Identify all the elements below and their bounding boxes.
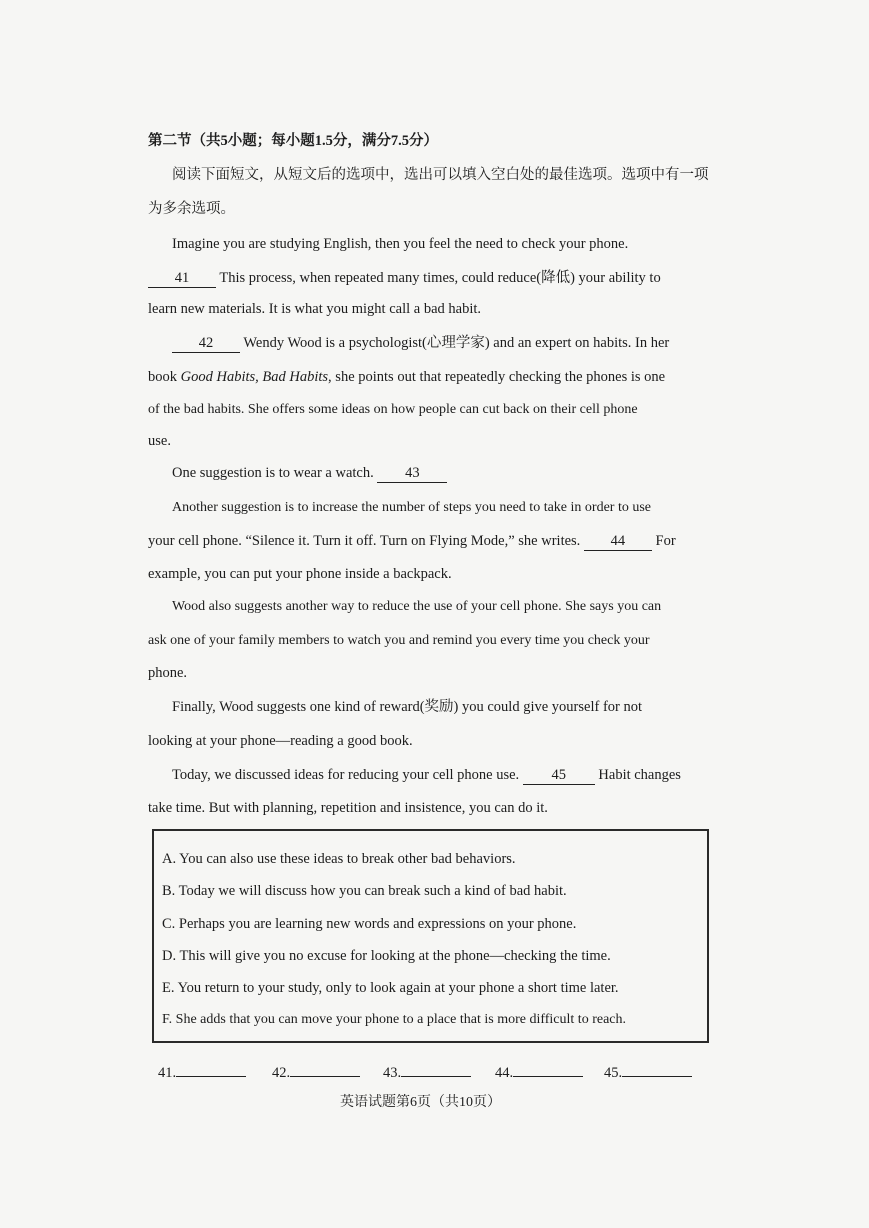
- option-f: F. She adds that you can move your phone to a place that is more difficult to reach.: [162, 1012, 626, 1027]
- passage-line: learn new materials. It is what you might call a bad habit.: [148, 301, 481, 317]
- blank-43: 43: [377, 464, 447, 483]
- answer-label: 41.: [158, 1065, 177, 1081]
- passage-line: [172, 463, 447, 483]
- passage-text: book: [148, 369, 177, 385]
- answer-42[interactable]: [272, 1062, 360, 1082]
- blank-44: 44: [584, 532, 652, 551]
- passage-line: Wood also suggests another way to reduce the use of your cell phone. She says you can: [172, 599, 662, 614]
- answer-45[interactable]: [604, 1062, 692, 1082]
- instructions-line-1: 阅读下面短文，从短文后的选项中，选出可以填入空白处的最佳选项。选项中有一项: [172, 167, 709, 183]
- passage-line: Finally, Wood suggests one kind of reward(奖励) you could give yourself for not: [172, 699, 643, 715]
- answer-blank[interactable]: [401, 1062, 471, 1077]
- passage-line: of the bad habits. She offers some ideas on how people can cut back on their cell phone: [148, 402, 638, 417]
- passage-line: take time. But with planning, repetition and insistence, you can do it.: [148, 800, 548, 816]
- answer-blank[interactable]: [622, 1062, 692, 1077]
- passage-text: , she points out that repeatedly checking the phones is one: [328, 369, 666, 385]
- option-b: B. Today we will discuss how you can break such a kind of bad habit.: [162, 883, 567, 899]
- answer-41[interactable]: [158, 1062, 246, 1082]
- passage-line: [148, 531, 676, 551]
- passage-line: use.: [148, 433, 171, 449]
- blank-42: 42: [172, 334, 240, 353]
- answer-44[interactable]: [495, 1062, 583, 1082]
- passage-line: [172, 333, 669, 353]
- book-title: Good Habits, Bad Habits: [180, 369, 329, 385]
- passage-line: phone.: [148, 665, 188, 681]
- passage-text: Today, we discussed ideas for reducing your cell phone use.: [172, 767, 520, 783]
- answer-label: 44.: [495, 1065, 514, 1081]
- passage-text: Wendy Wood is a psychologist(心理学家) and an expert on habits. In her: [243, 335, 670, 351]
- passage-text: your cell phone. “Silence it. Turn it off. Turn on Flying Mode,” she writes.: [148, 533, 581, 549]
- passage-line: [148, 268, 661, 288]
- passage-line: Imagine you are studying English, then you feel the need to check your phone.: [172, 236, 629, 252]
- passage-text: Habit changes: [598, 767, 681, 783]
- answer-label: 43.: [383, 1065, 402, 1081]
- option-d: D. This will give you no excuse for looking at the phone—checking the time.: [162, 948, 611, 964]
- section-heading: 第二节（共5小题；每小题1.5分，满分7.5分）: [148, 133, 438, 149]
- answer-43[interactable]: [383, 1062, 471, 1082]
- passage-line: looking at your phone—reading a good book.: [148, 733, 413, 749]
- passage-line: example, you can put your phone inside a backpack.: [148, 566, 452, 582]
- options-box: [152, 829, 709, 1043]
- instructions-line-2: 为多余选项。: [148, 201, 235, 217]
- answer-blank[interactable]: [513, 1062, 583, 1077]
- answer-blank[interactable]: [176, 1062, 246, 1077]
- page-footer: 英语试题第6页（共10页）: [340, 1095, 501, 1110]
- passage-text: One suggestion is to wear a watch.: [172, 465, 374, 481]
- blank-41: 41: [148, 269, 216, 288]
- passage-text: For: [655, 533, 676, 549]
- option-c: C. Perhaps you are learning new words and expressions on your phone.: [162, 916, 577, 932]
- blank-45: 45: [523, 766, 595, 785]
- passage-line: Another suggestion is to increase the number of steps you need to take in order to use: [172, 500, 651, 515]
- passage-text: This process, when repeated many times, could reduce(降低) your ability to: [219, 270, 661, 286]
- passage-line: [148, 367, 665, 387]
- answer-blank[interactable]: [290, 1062, 360, 1077]
- option-a: A. You can also use these ideas to break other bad behaviors.: [162, 851, 516, 867]
- passage-line: [172, 765, 681, 785]
- option-e: E. You return to your study, only to look again at your phone a short time later.: [162, 980, 619, 996]
- answer-label: 45.: [604, 1065, 623, 1081]
- answer-label: 42.: [272, 1065, 291, 1081]
- passage-line: ask one of your family members to watch you and remind you every time you check your: [148, 633, 650, 648]
